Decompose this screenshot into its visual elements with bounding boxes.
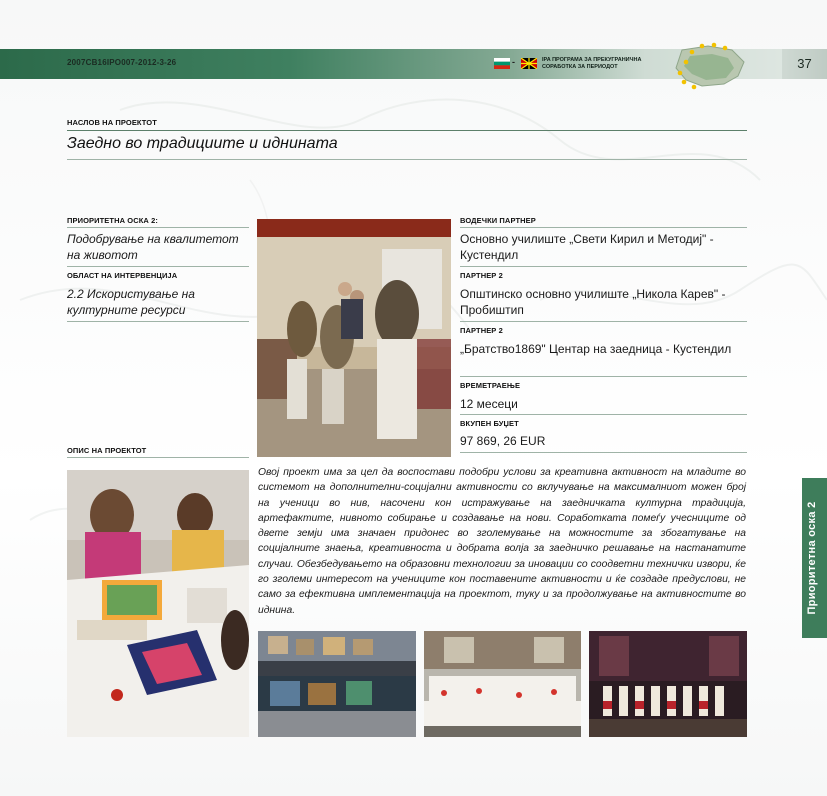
photo-exhibition xyxy=(258,631,416,737)
divider xyxy=(67,227,249,228)
divider xyxy=(460,452,747,453)
divider xyxy=(460,227,747,228)
lead-partner-value: Основно училиште „Свети Кирил и Методиј" - Кустендил xyxy=(460,232,714,262)
partner2b-value: „Братство1869" Центар на заедница - Кустендил xyxy=(460,342,732,356)
photo-folk-dance xyxy=(589,631,747,737)
eu-stars-map-logo-icon xyxy=(668,40,748,92)
side-tab-label: Приоритетна оска 2 xyxy=(806,501,818,615)
project-title: Заедно во традициите и иднината xyxy=(67,135,338,152)
brochure-page: 2007CB16IPO007-2012-3-26 - IPA ПРОГРАМА ЗА ПРЕКУГРАНИЧНА СОРАБОТКА ЗА ПЕРИОДОТ 37 НАСЛОВ НА ПРОЕКТОТ Заедно во традициите и иднината ПРИОРИТЕТНА ОСКА 2: Подобрување на квалитетот на животот ОБЛАСТ НА ИНТЕРВЕНЦИЈА 2.2 Искористување на културните ресурси ВОДЕЧКИ ПАРТНЕР Основно училиште „Свети Кирил и Методиј" - Кустендил ПАРТНЕР 2 Општинско основно училиште „Никола Карев" - Пробиштип ПАРТНЕР 2 „Братство1869" Центар на заедница - Кустендил ВРЕМЕТРАЕЊЕ 12 месеци ВКУПЕН БУЏЕТ 97 869, 26 EUR ОПИС НА ПРОЕКТОТ Овој проект има за цел да воспостави подобри услови за креативна активност на младите во системот на дополнителни-социјални активности со вклучување на максималниот можен број на ученици во нив, насочени кон истражување на заедничката културна традиција, артефактите, нивното собирање и создавање на нови. Соработката помеѓу учесниците од двете земји има значаен придонес во зголемување на можностите за збогатување на социјалните знаења, креативноста и добрата волја за заедничко решавање на настанатите случаи. Обезбедувањето на образовни технологии за иновации со соодветни технички извори, ќе го зголеми интересот на учениците кон поставените активности и ќе создаде предуслови, не само за ефективна имплементација на проектот, туку и за продолжување на активностите во иднина. Приоритетна оска 2 xyxy=(0,0,827,796)
divider xyxy=(67,159,747,160)
programme-title: IPA ПРОГРАМА ЗА ПРЕКУГРАНИЧНА СОРАБОТКА ЗА ПЕРИОДОТ xyxy=(542,57,642,70)
bulgarian-flag-icon xyxy=(494,58,510,69)
lead-partner-label: ВОДЕЧКИ ПАРТНЕР xyxy=(460,216,536,225)
divider xyxy=(460,376,747,377)
page-number: 37 xyxy=(797,56,812,71)
divider xyxy=(67,130,747,131)
project-code: 2007CB16IPO007-2012-3-26 xyxy=(67,58,177,67)
partner2b-label: ПАРТНЕР 2 xyxy=(460,326,503,335)
description-label: ОПИС НА ПРОЕКТОТ xyxy=(67,446,147,455)
partner2-label: ПАРТНЕР 2 xyxy=(460,271,503,280)
title-label: НАСЛОВ НА ПРОЕКТОТ xyxy=(67,118,157,127)
priority-axis-label: ПРИОРИТЕТНА ОСКА 2: xyxy=(67,216,158,225)
divider xyxy=(460,266,747,267)
divider xyxy=(460,321,747,322)
divider xyxy=(460,414,747,415)
divider xyxy=(67,457,249,458)
partner2-value: Општинско основно училиште „Никола Карев" - Пробиштип xyxy=(460,287,726,317)
duration-label: ВРЕМЕТРАЕЊЕ xyxy=(460,381,521,390)
budget-label: ВКУПЕН БУЏЕТ xyxy=(460,419,519,428)
macedonian-flag-icon xyxy=(521,58,537,69)
duration-value: 12 месеци xyxy=(460,397,518,411)
intervention-label: ОБЛАСТ НА ИНТЕРВЕНЦИЈА xyxy=(67,271,178,280)
divider xyxy=(67,321,249,322)
photo-group xyxy=(424,631,581,737)
intervention-value: 2.2 Искористување на културните ресурси xyxy=(67,287,195,317)
project-description: Овој проект има за цел да воспостави подобри услови за креативна активност на младите во системот на дополнителни-социјални активности со вклучување на максималниот можен број на ученици во нив, насочени кон истражување на заедничката културна традиција, артефактите, нивното собирање и создавање на нови. Соработката помеѓу учесниците од двете земји има значаен придонес во зголемување на можностите за збогатување на социјалните знаења, креативноста и добрата волја за заедничко решавање на настанатите случаи. Обезбедувањето на образовни технологии за иновации со соодветни технички извори, ќе го зголеми интересот на учениците кон поставените активности и ќе создаде предуслови, не само за ефективна имплементација на проектот, туку и за продолжување на активностите во иднина. xyxy=(258,467,746,616)
budget-value: 97 869, 26 EUR xyxy=(460,434,546,448)
photo-children-crafts xyxy=(67,470,249,737)
divider xyxy=(67,266,249,267)
priority-axis-value: Подобрување на квалитетот на животот xyxy=(67,232,239,262)
photo-costume-performance xyxy=(257,219,451,457)
